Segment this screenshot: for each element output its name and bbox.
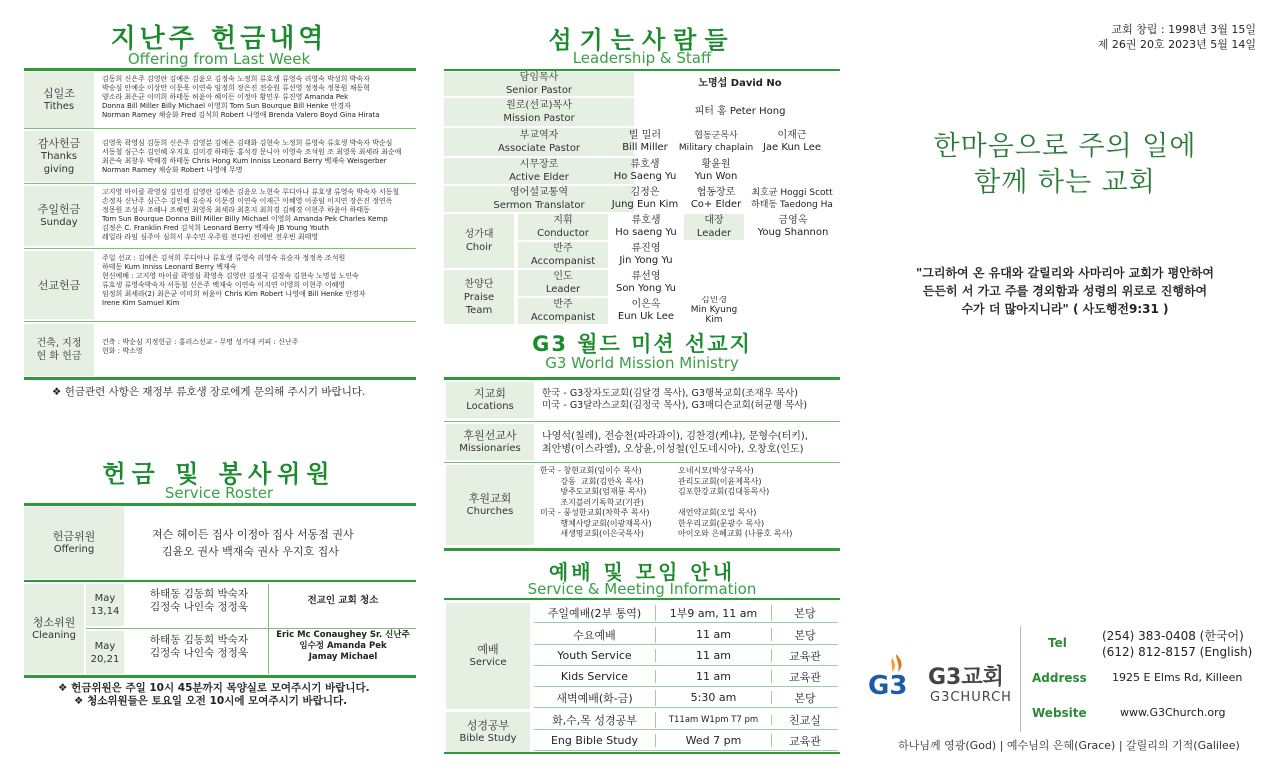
ae-label: 시무장로 Active Elder <box>444 158 634 184</box>
worship-place: 본당 <box>794 628 816 642</box>
tel-label: Tel <box>1048 636 1067 650</box>
worship-time: 11 am <box>656 670 772 683</box>
roster-note2: ❖ 청소위원들은 토요일 오전 10시에 모여주시기 바랍니다. <box>74 695 348 707</box>
worship-name: 화,수,목 성경공부 <box>534 712 656 728</box>
cleaning-church2: Eric Mc Conaughey Sr. 신난주 임수정 Amanda Pek Jamay Michael <box>276 630 410 662</box>
church-logo-icon <box>866 650 914 700</box>
st-3: 최호균 Hoggi Scott 하태동 Taedong Ha <box>751 188 833 210</box>
worship-time: 11 am <box>656 649 772 662</box>
worship-time: 1부9 am, 11 am <box>656 605 772 621</box>
worship-time: T11am W1pm T7 pm <box>656 715 772 725</box>
missionaries-text: 나영석(칠레), 전승천(파라과이), 김찬경(케냐), 문형수(터키), 최안병(이스라엘), 오상윤,이성철(인도네시아), 오창호(인도) <box>542 431 808 455</box>
thanks-names: 김영욱 곽영심 김동희 신은주 김영분 김예은 김태화 김현숙 노정희 류영숙 류호생 박숙자 박순심 서동철 심근수 김인혜 우지호 김미경 하태동 홍석경 문니아 이영숙 조석원 조 최영욱 최세라 최순애 최은숙 최창우 박해경 하태동 Chris Hong Kum Inniss Leonard Berry 백재숙 Weisgerber Norman Ramey 채승화 Robert 나영애 무명 <box>102 139 402 174</box>
st-1: 김정은 Jung Eun Kim <box>611 187 679 210</box>
tel-value: (254) 383-0408 (한국어) (612) 812-8157 (English) <box>1102 629 1253 659</box>
churches-others: 오네시모(박상구목사) 관리도교회(이윤제목사) 김포한강교회(김대동목사) 새언약교회(오일 목사) 한우리교회(문광수 목사) 아이오와 은혜교회 (나룡호 목사) <box>678 466 793 538</box>
conductor-label: 지휘 Conductor <box>518 214 608 240</box>
cleaning-church1: 전교인 교회 청소 <box>307 595 379 606</box>
website-link[interactable]: www.G3Church.org <box>1120 706 1226 719</box>
worship-name: Eng Bible Study <box>534 734 656 747</box>
praise-acc-2: 김민경 Min Kyung Kim <box>690 296 738 324</box>
tithes-label: 십일조 Tithes <box>24 72 94 128</box>
praise-leader-name: 류선영 Son Yong Yu <box>615 271 677 294</box>
issue: 제 26권 20호 2023년 5월 14일 <box>1097 38 1256 51</box>
worship-time: 11 am <box>656 628 772 641</box>
tithes-names: 김동희 신은주 김영란 김예은 김윤오 김정숙 노정희 류호생 류영숙 리영숙 박성희 박숙자 박승심 안예순 이상만 이문욱 이연숙 임정희 장은진 전승원 류선영 정정숙 정몽원 채동혁 양소라 최은균 이미희 하태동 허윤아 헤이든 이정아 황민우 류진영 Amanda Pek Donna Bill Miller Billy Michael 이영희 Tom Sun Bourque Bill Henke 안경자 Norman Ramey 채승화 Fred 김석희 Robert 나영애 Brenda Valero Boyd Gina Hirata <box>102 75 380 119</box>
sunday-label: 주일헌금 Sunday <box>24 186 94 246</box>
thanks-label: 감사헌금 Thanks giving <box>24 131 94 182</box>
worship-row <box>534 667 838 687</box>
choir-acc-name: 류진영 Jin Yong Yu <box>619 243 673 266</box>
ap-label: 부교역자 Associate Pastor <box>444 128 634 156</box>
worship-row <box>534 731 838 751</box>
praise-acc-1: 이은옥 Eun Uk Lee <box>617 299 675 322</box>
sp-name: 노명섭 David No <box>698 78 782 89</box>
choir-leader-label: 대장 Leader <box>684 214 744 240</box>
motto-line1: 한마음으로 주의 일에 <box>933 131 1197 162</box>
worship-place: 교육관 <box>789 734 821 748</box>
staff-title: 섬기는사람들 <box>548 26 736 54</box>
choir-leader-name: 금영옥 Youg Shannon <box>757 215 829 238</box>
verse: "그리하여 온 유대와 갈릴리와 사마리아 교회가 평안하여 든든히 서 가고 주를 경외함과 성령의 위로로 진행하여 수가 더 많아지니라" ( 사도행전9:31 ) <box>916 266 1214 316</box>
cleaning-label: 청소위원 Cleaning <box>24 584 84 674</box>
mp-label: 원로(선교)목사 Mission Pastor <box>444 98 634 126</box>
worship-place: 본당 <box>794 606 816 620</box>
ap-2: 협동군목사 Military chaplain <box>678 131 754 153</box>
worship-name: Youth Service <box>534 649 656 662</box>
logo-korean: G3교회 <box>928 665 1004 690</box>
address-label: Address <box>1032 671 1087 685</box>
roster-note1: ❖ 헌금위원은 주일 10시 45분까지 목양실로 모여주시기 바랍니다. <box>58 682 370 694</box>
established: 교회 창립 : 1998년 3월 15일 <box>1111 23 1256 36</box>
worship-row <box>534 603 838 623</box>
worship-place: 교육관 <box>789 649 821 663</box>
worship-row <box>534 688 838 708</box>
st-2: 협동장로 Co+ Elder <box>690 187 742 210</box>
st-label: 영어설교통역 Sermon Translator <box>444 186 634 212</box>
locations-text: 한국 - G3장자도교회(김달경 목사), G3행복교회(조재우 목사) 미국 - G3달라스교회(김정국 목사), G3매디슨교회(허균행 목사) <box>542 388 808 411</box>
mission-subtitle: G3 World Mission Ministry <box>545 354 739 372</box>
cleaning-date1: May 13,14 <box>86 584 124 626</box>
locations-label: 지교회 Locations <box>446 382 534 418</box>
sunday-names: 고지영 마이클 곽영심 김민경 김영란 김예은 김윤오 노현숙 루디아나 류호생 류영숙 박숙자 서동철 손정자 신난주 심근수 김인혜 유승자 이문경 이연숙 이재근 이혜영 이종임 이지연 장은진 정연옥 정몽원 조성우 조혜나 조혜민 최영욱 최세라 최혼지 최희경 김혜경 이현주 하윤아 하태동 Tom Sun Bourque Donna Bill Miller Billy Michael 이영희 Amanda Pek Charles Kemp 김정은 C. Franklin Fred 김석희 Leonard Berry 백재숙 JB Young Youth 레일라 라임 심주아 심희서 우수민 우주원 전다빈 전예빈 전우빈 최태영 <box>102 188 400 241</box>
conductor-name: 류호생 Ho saeng Yu <box>615 215 677 238</box>
offering-note: ❖ 헌금관련 사항은 재정부 류호생 장로에게 문의해 주시기 바랍니다. <box>52 386 366 398</box>
website-label[interactable]: Website <box>1032 706 1087 720</box>
bible-study-label: 성경공부 Bible Study <box>446 712 530 752</box>
worship-row <box>534 710 838 730</box>
missionaries-label: 후원선교사 Missionaries <box>446 424 534 460</box>
ae-2: 황윤원 Yun Won <box>694 159 738 182</box>
offering-title: 지난주 헌금내역 <box>110 24 328 54</box>
choir-label: 성가대 Choir <box>444 214 514 268</box>
choir-acc-label: 반주 Accompanist <box>518 242 608 268</box>
worship-place: 본당 <box>794 691 816 705</box>
offering-subtitle: Offering from Last Week <box>127 50 311 68</box>
praise-label: 찬양단 Praise Team <box>444 270 514 324</box>
offering-committee-label: 헌금위원 Offering <box>24 507 124 579</box>
cleaning-names2: 하태동 김동희 박숙자 김정숙 나인숙 정정욱 <box>150 634 248 659</box>
mission-offering-label: 선교헌금 <box>24 251 94 319</box>
worship-name: Kids Service <box>534 670 656 683</box>
worship-time: Wed 7 pm <box>656 734 772 747</box>
churches-korea-us: 한국 - 창현교회(임이수 목사) 강동 교회(김안옥 목사) 방주도교회(엄재룡 목사) 조지블러기독학교(기관) 미국 - 풍성한교회(차학주 목사) 행체사랑교회(이광재목사) 새생명교회(이은국목사) <box>540 466 652 538</box>
motto-line2: 함께 하는 교회 <box>974 167 1156 198</box>
worship-title: 예배 및 모임 안내 <box>548 560 736 584</box>
mission-offering-names: 주일 선교 : 김예은 김석희 루디아나 류호생 류영숙 리영숙 유승자 정정옥 조석원 하태동 Kum Inniss Leonard Berry 백재숙 현신예배 : 고지영 마이클 곽영심 곽영옥 김영란 김정국 김정숙 김현숙 노명섭 노인숙 류호생 류영숙박숙자 서동철 신은주 백재숙 이연숙 이지연 이영희 이현주 이혜영 임정희 최세라(2) 최은균 이미희 허윤아 Chris Kim Robert 나영애 Bill Henke 안경자 Irene Kim Samuel Kim <box>102 254 366 307</box>
praise-acc-label: 반주 Accompanist <box>518 298 608 324</box>
building-label: 건축, 지정 헌 화 헌금 <box>24 324 94 376</box>
ap-3: 이재근 Jae Kun Lee <box>762 130 822 153</box>
worship-subtitle: Service & Meeting Information <box>527 580 757 598</box>
logo-english: G3CHURCH <box>930 690 1012 705</box>
svg-text:G3: G3 <box>868 671 908 700</box>
worship-row <box>534 646 838 666</box>
worship-row <box>534 625 838 645</box>
footer-motto: 하나님께 영광(God) | 예수님의 은혜(Grace) | 갈릴리의 기적(Galilee) <box>898 739 1240 752</box>
worship-name: 새벽예배(화-금) <box>534 690 656 706</box>
mp-name: 피터 홍 Peter Hong <box>694 106 786 117</box>
staff-subtitle: Leadership & Staff <box>572 49 712 67</box>
praise-leader-label: 인도 Leader <box>518 270 608 296</box>
sp-label: 담임목사 Senior Pastor <box>444 72 634 96</box>
worship-place: 친교실 <box>789 713 821 727</box>
worship-place: 교육관 <box>789 670 821 684</box>
address-value: 1925 E Elms Rd, Killeen <box>1112 671 1243 684</box>
worship-name: 수요예배 <box>534 627 656 643</box>
worship-time: 5:30 am <box>656 691 772 704</box>
cleaning-date2: May 20,21 <box>86 631 124 674</box>
mission-title: G3 월드 미션 선교지 <box>532 332 752 356</box>
roster-title: 헌금 및 봉사위원 <box>102 460 336 488</box>
worship-name: 주일예배(2부 통역) <box>534 605 656 621</box>
offering-committee-names1: 져슨 헤이든 집사 이정아 집사 서동점 권사 <box>152 528 354 541</box>
roster-subtitle: Service Roster <box>164 484 274 502</box>
churches-label: 후원교회 Churches <box>446 465 534 545</box>
offering-committee-names2: 김윤오 권사 백재숙 권사 우지호 집사 <box>162 545 339 558</box>
ap-1: 빌 밀러 Bill Miller <box>622 130 668 153</box>
ae-1: 류호생 Ho Saeng Yu <box>613 159 677 182</box>
service-label: 예배 Service <box>446 603 530 709</box>
building-names: 건축 : 박순심 지정헌금 : 홍리스선교 - 무명 성가대 커피 : 신난주 헌화 : 박소영 <box>102 338 299 355</box>
cleaning-names1: 하태동 김동희 박숙자 김정숙 나인숙 정정욱 <box>150 588 248 613</box>
